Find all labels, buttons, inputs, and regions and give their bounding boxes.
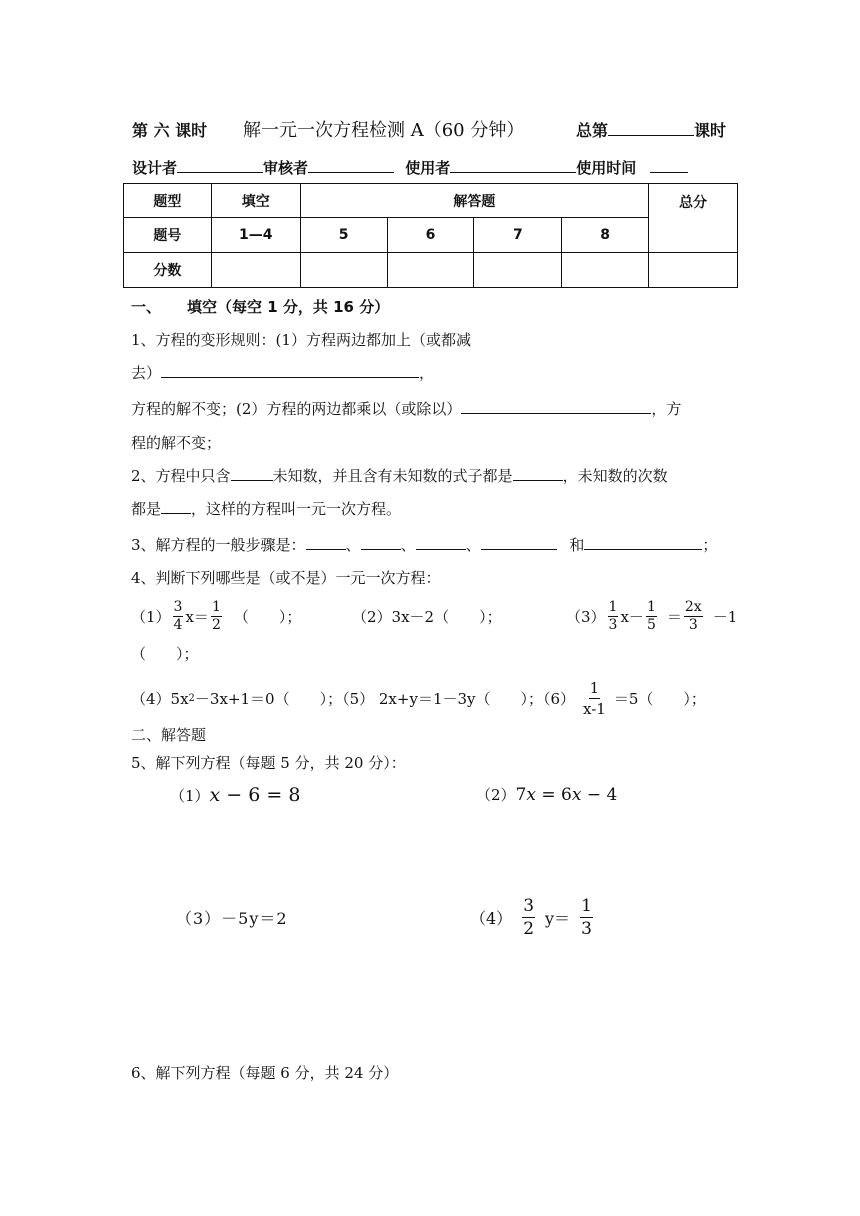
- fraction-denominator: 3: [688, 616, 698, 633]
- fraction: [646, 599, 657, 634]
- fraction-numerator: 3: [523, 895, 535, 916]
- staff-line: [132, 157, 688, 178]
- cell-num-7: 7: [474, 218, 562, 253]
- q1-blank-1[interactable]: [161, 363, 419, 378]
- q5-2-b: = 6: [535, 784, 572, 805]
- cell-num-8: 8: [562, 218, 649, 253]
- q1-line-c: [131, 398, 681, 419]
- q5-1-label: （1）: [170, 786, 210, 805]
- q4-item-2: （2）3x－2（ ）；: [352, 608, 502, 626]
- q5-4-label: （4）: [470, 908, 513, 928]
- q3-line: [131, 534, 717, 555]
- fraction-numerator: 1: [589, 678, 600, 697]
- fraction: [522, 895, 535, 940]
- q3-blank-3[interactable]: [416, 535, 466, 550]
- fraction-denominator: x-1: [583, 699, 606, 718]
- user-blank[interactable]: [450, 158, 576, 173]
- q4-3-end: －1: [712, 607, 738, 626]
- total-lesson-blank[interactable]: [608, 121, 694, 136]
- fraction-denominator: 3: [581, 918, 592, 939]
- q5-1-equation: [210, 784, 301, 806]
- q4-4-exponent: 2: [188, 692, 195, 704]
- q4-3-eq: ＝: [666, 607, 682, 626]
- q5-item-1: [170, 784, 300, 806]
- designer-label: 设计者: [132, 159, 178, 177]
- q4-item-3-answer[interactable]: （ ）；: [131, 645, 199, 663]
- q2-text-2: 未知数，并且含有未知数的式子都是: [272, 467, 513, 485]
- q5-item-3: （3）－5y＝2: [176, 909, 288, 928]
- q2-text-4: 都是: [131, 500, 162, 518]
- fraction-denominator: 4: [173, 616, 183, 633]
- score-cell[interactable]: [211, 253, 300, 288]
- use-time-blank[interactable]: [650, 158, 688, 173]
- q2-text-3: ，未知数的次数: [562, 467, 668, 485]
- q1-line-a: 1、方程的变形规则：(1）方程两边都加上（或都减: [131, 331, 471, 349]
- q4-prompt: 4、判断下列哪些是（或不是）一元一次方程：: [131, 569, 441, 587]
- total-lesson-suffix: 课时: [694, 121, 727, 140]
- variable-x: x: [571, 784, 582, 805]
- q4-3-mid: x－: [620, 607, 644, 626]
- q6-prompt: 6、解下列方程（每题 6 分，共 24 分）: [131, 1064, 399, 1082]
- q4-1-mid: x＝: [185, 607, 209, 626]
- q2-line-b: [131, 498, 401, 519]
- fraction: [173, 599, 184, 634]
- q3-blank-1[interactable]: [306, 535, 346, 550]
- fraction-denominator: 2: [211, 616, 221, 633]
- q3-text: 3、解方程的一般步骤是：: [131, 536, 306, 554]
- q3-sep-2: 、: [400, 536, 416, 554]
- score-cell[interactable]: [474, 253, 562, 288]
- lesson-number: 第 六 课时: [132, 121, 208, 140]
- fraction: [211, 599, 222, 634]
- fraction-numerator: 1: [581, 895, 592, 916]
- q5-2-c: − 4: [581, 784, 618, 805]
- q2-line-a: [131, 465, 668, 486]
- reviewer-blank[interactable]: [308, 158, 394, 173]
- q3-blank-4[interactable]: [481, 535, 557, 550]
- cell-num-6: 6: [387, 218, 474, 253]
- q1-blank-2[interactable]: [461, 399, 651, 414]
- fraction-numerator: 1: [211, 598, 221, 615]
- section1-title: 填空（每空 1 分，共 16 分）: [187, 298, 390, 316]
- q5-2-a: 7: [515, 784, 527, 805]
- cell-answer: 解答题: [300, 184, 648, 218]
- q3-sep-3: 、: [465, 536, 481, 554]
- section2-heading: 二、解答题: [131, 726, 207, 744]
- q5-prompt: 5、解下列方程（每题 5 分，共 20 分）：: [131, 754, 406, 772]
- fraction-denominator: 3: [608, 616, 618, 633]
- section1-number: 一、: [131, 298, 162, 316]
- q4-6-end: ＝5（ ）；: [613, 689, 706, 708]
- cell-total: 总分: [649, 184, 738, 253]
- q1-b-text: 去）: [131, 364, 162, 382]
- fraction-numerator: 1: [608, 598, 618, 615]
- q5-4-mid: y＝: [545, 908, 571, 928]
- q1-b-end: ，: [419, 364, 435, 382]
- variable-x: x: [526, 784, 536, 805]
- q2-text-5: ，这样的方程叫一元一次方程。: [191, 500, 402, 518]
- user-label: 使用者: [405, 159, 451, 177]
- fraction: [684, 599, 703, 634]
- q3-blank-5[interactable]: [584, 535, 702, 550]
- section1-heading: [131, 296, 389, 317]
- q5-2-equation: [516, 785, 618, 805]
- cell-fill: 填空: [211, 184, 300, 218]
- q1-line-b: [131, 362, 434, 383]
- q5-1-rest: − 6 = 8: [220, 784, 301, 806]
- q1-c-text: 方程的解不变；(2）方程的两边都乘以（或除以）: [131, 400, 462, 418]
- cell-type-header: 题型: [124, 184, 212, 218]
- q5-item-4: [470, 892, 603, 942]
- q1-c-end: ，方: [651, 400, 682, 418]
- q4-3-label: （3）: [566, 607, 606, 626]
- q4-4-text-a: （4）5x: [131, 689, 189, 708]
- cell-num-1-4: 1—4: [211, 218, 300, 253]
- reviewer-label: 审核者: [263, 159, 309, 177]
- q3-and: 和: [569, 536, 585, 554]
- score-cell[interactable]: [562, 253, 649, 288]
- q4-1-label: （1）: [131, 607, 171, 626]
- q2-blank-1[interactable]: [231, 466, 273, 481]
- fraction: [583, 678, 606, 719]
- fraction-denominator: 2: [523, 918, 535, 939]
- fraction-numerator: 3: [173, 598, 183, 615]
- q1-line-d: 程的解不变；: [131, 434, 222, 452]
- page-title: 解一元一次方程检测 A（60 分钟）: [243, 120, 525, 141]
- designer-blank[interactable]: [177, 158, 263, 173]
- score-cell[interactable]: [649, 253, 738, 288]
- q3-blank-2[interactable]: [361, 535, 401, 550]
- fraction-numerator: 2x: [684, 598, 702, 615]
- fraction-denominator: 5: [646, 616, 656, 633]
- cell-score-header: 分数: [124, 253, 212, 288]
- cell-num-5: 5: [300, 218, 387, 253]
- score-cell[interactable]: [387, 253, 474, 288]
- q3-end: ；: [702, 536, 718, 554]
- fraction: [580, 895, 593, 940]
- q2-blank-3[interactable]: [161, 499, 191, 514]
- total-lesson-prefix: 总第: [576, 121, 609, 140]
- score-cell[interactable]: [300, 253, 387, 288]
- q4-item-1: [131, 596, 301, 636]
- score-table: [123, 183, 738, 288]
- q2-blank-2[interactable]: [513, 466, 563, 481]
- variable-x: x: [209, 784, 221, 806]
- q4-4-text-b: －3x+1＝0（ ）；（5） 2x+y＝1－3y（ ）；（6）: [194, 689, 576, 708]
- fraction-numerator: 1: [646, 598, 656, 615]
- q4-items-4-6: [131, 676, 706, 720]
- fraction: [608, 599, 619, 634]
- total-lesson: [576, 118, 726, 141]
- q4-1-answer[interactable]: （ ）；: [233, 607, 302, 626]
- cell-number-header: 题号: [124, 218, 212, 253]
- q5-2-label: （2）: [476, 786, 516, 804]
- q4-item-3: [566, 596, 737, 636]
- q3-sep-1: 、: [345, 536, 361, 554]
- q2-text-1: 2、方程中只含: [131, 467, 231, 485]
- use-time-label: 使用时间: [576, 159, 637, 177]
- q5-item-2: [476, 784, 617, 805]
